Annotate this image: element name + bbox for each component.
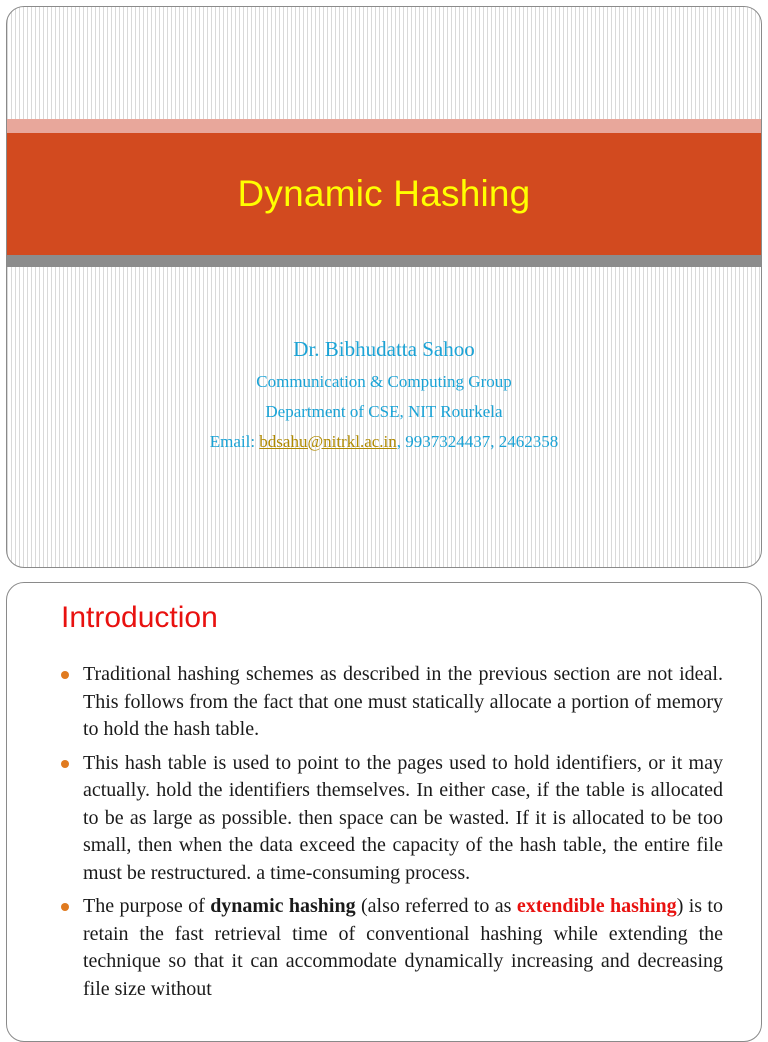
keyword-extendible-hashing: extendible hashing	[516, 895, 677, 917]
bullet-text-part: (also referred to as	[355, 895, 517, 917]
email-link[interactable]: bdsahu@nitrkl.ac.in	[259, 432, 397, 451]
section-heading: Introduction	[61, 601, 218, 634]
author-name: Dr. Bibhudatta Sahoo	[293, 337, 475, 361]
keyword-dynamic-hashing: dynamic hashing	[210, 895, 356, 917]
author-block	[7, 337, 761, 462]
introduction-slide	[6, 582, 762, 1042]
bullet-text: Traditional hashing schemes as described in the previous section are not ideal. This follows from the fact that one must statically allocate a portion of memory to hold the hash table.	[83, 663, 723, 740]
slide-title: Dynamic Hashing	[237, 173, 531, 214]
title-band-top-stripe	[7, 119, 761, 133]
list-item	[59, 893, 723, 1003]
contact-line	[7, 432, 761, 452]
bullet-text: This hash table is used to point to the pages used to hold identifiers, or it may actually. hold the identifiers themselves. In either case, if the table is allocated to be as large as possible. then space can be wasted. If it is allocated to be too small, then when the data exceed the capacity of the hash table, the entire file must be restructured. a time-consuming process.	[83, 751, 723, 884]
title-band	[7, 133, 761, 255]
bullet-text-part: The purpose of	[83, 895, 211, 917]
phone-numbers: , 9937324437, 2462358	[396, 432, 559, 451]
bullet-icon	[61, 903, 69, 911]
bullet-icon	[61, 760, 69, 768]
bullet-icon	[61, 671, 69, 679]
title-slide	[6, 6, 762, 568]
author-group: Communication & Computing Group	[256, 372, 512, 391]
list-item	[59, 750, 723, 888]
bullet-list	[59, 661, 723, 1009]
email-label: Email:	[209, 432, 260, 451]
title-band-bottom-stripe	[7, 255, 761, 267]
bullet-text-part: ) is to retain the fast retrieval time of conventional hashing while extending the technique so that it can accommodate dynamically increasing and decreasing file size without	[83, 895, 723, 1000]
author-department: Department of CSE, NIT Rourkela	[265, 402, 503, 421]
list-item	[59, 661, 723, 744]
